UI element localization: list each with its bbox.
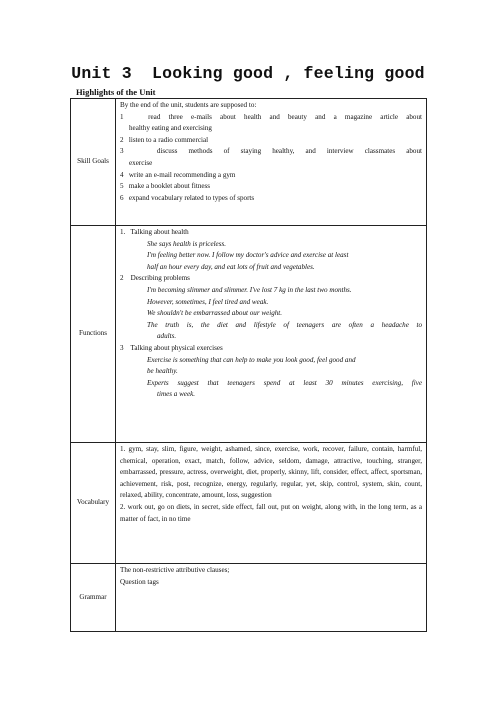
grammar-item: Question tags bbox=[120, 577, 159, 586]
grammar-item: The non-restrictive attributive clauses; bbox=[120, 566, 230, 574]
vocabulary-label: Vocabulary bbox=[71, 443, 116, 564]
unit-highlights-table bbox=[70, 98, 427, 632]
skill-goal-item: 1 read three e-mails about health and beauty and a magazine article about bbox=[120, 112, 422, 121]
grammar-row bbox=[71, 564, 427, 632]
function-example: half an hour every day, and eat lots of fruit and vegetables. bbox=[147, 262, 315, 271]
functions-label: Functions bbox=[71, 226, 116, 443]
skill-goals-intro: By the end of the unit, students are supposed to: bbox=[120, 101, 257, 109]
function-example: We shouldn't be embarrassed about our weight. bbox=[147, 309, 283, 318]
function-example: adults. bbox=[157, 332, 177, 341]
grammar-content bbox=[116, 564, 427, 632]
skill-goal-item: 4 write an e-mail recommending a gym bbox=[120, 170, 236, 179]
skill-goal-item-cont: exercise bbox=[129, 158, 153, 167]
function-example: I'm becoming slimmer and slimmer. I've lost 7 kg in the last two months. bbox=[147, 285, 352, 294]
functions-row bbox=[71, 226, 427, 443]
function-example: She says health is priceless. bbox=[147, 239, 227, 248]
vocabulary-row bbox=[71, 443, 427, 564]
skill-goals-label: Skill Goals bbox=[71, 99, 116, 226]
section-subtitle: Highlights of the Unit bbox=[76, 87, 156, 97]
function-example: The truth is, the diet and lifestyle of teenagers are often a headache to bbox=[147, 320, 422, 329]
function-example: times a week. bbox=[157, 390, 196, 399]
function-heading: 3 Talking about physical exercises bbox=[120, 343, 223, 352]
vocabulary-phrases: 2. work out, go on diets, in secret, side effect, fall out, put on weight, along with, in the long term, as a matter of fact, in no time bbox=[120, 502, 422, 523]
skill-goals-row bbox=[71, 99, 427, 226]
page-title: Unit 3 Looking good , feeling good bbox=[71, 64, 425, 83]
skill-goal-item: 6 expand vocabulary related to types of sports bbox=[120, 193, 255, 202]
vocabulary-content bbox=[116, 443, 427, 564]
vocabulary-words: 1. gym, stay, slim, figure, weight, ashamed, since, exercise, work, recover, failure, contain, harmful, chemical, operation, exact, match, follow, advice, seldom, damage, attractive, touching, stranger, embarrassed, pressure, actress, overweight, diet, properly, skinny, lift, consider, effect, affect, sportsman, achievement, risk, post, recognize, energy, regularly, regular, yet, skip, control, system, skin, count, relaxed, ability, concentrate, amount, loss, suggestion bbox=[120, 445, 422, 500]
skill-goal-item: 3 discuss methods of staying healthy, and interview classmates about bbox=[120, 147, 422, 156]
function-example: Exercise is something that can help to make you look good, feel good and bbox=[147, 355, 356, 364]
skill-goal-item: 5 make a booklet about fitness bbox=[120, 182, 211, 191]
function-example: I'm feeling better now. I follow my doctor's advice and exercise at least bbox=[147, 251, 349, 260]
functions-content bbox=[116, 226, 427, 443]
skill-goal-item: 2 listen to a radio commercial bbox=[120, 135, 209, 144]
function-heading: 1. Talking about health bbox=[120, 228, 189, 236]
function-example: However, sometimes, I feel tired and weak. bbox=[147, 297, 269, 306]
skill-goal-item-cont: healthy eating and exercising bbox=[129, 124, 212, 133]
skill-goals-content bbox=[116, 99, 427, 226]
function-example: be healthy. bbox=[147, 367, 178, 376]
function-example: Experts suggest that teenagers spend at least 30 minutes exercising, five bbox=[147, 378, 422, 387]
function-heading: 2 Describing problems bbox=[120, 274, 190, 283]
grammar-label: Grammar bbox=[71, 564, 116, 632]
